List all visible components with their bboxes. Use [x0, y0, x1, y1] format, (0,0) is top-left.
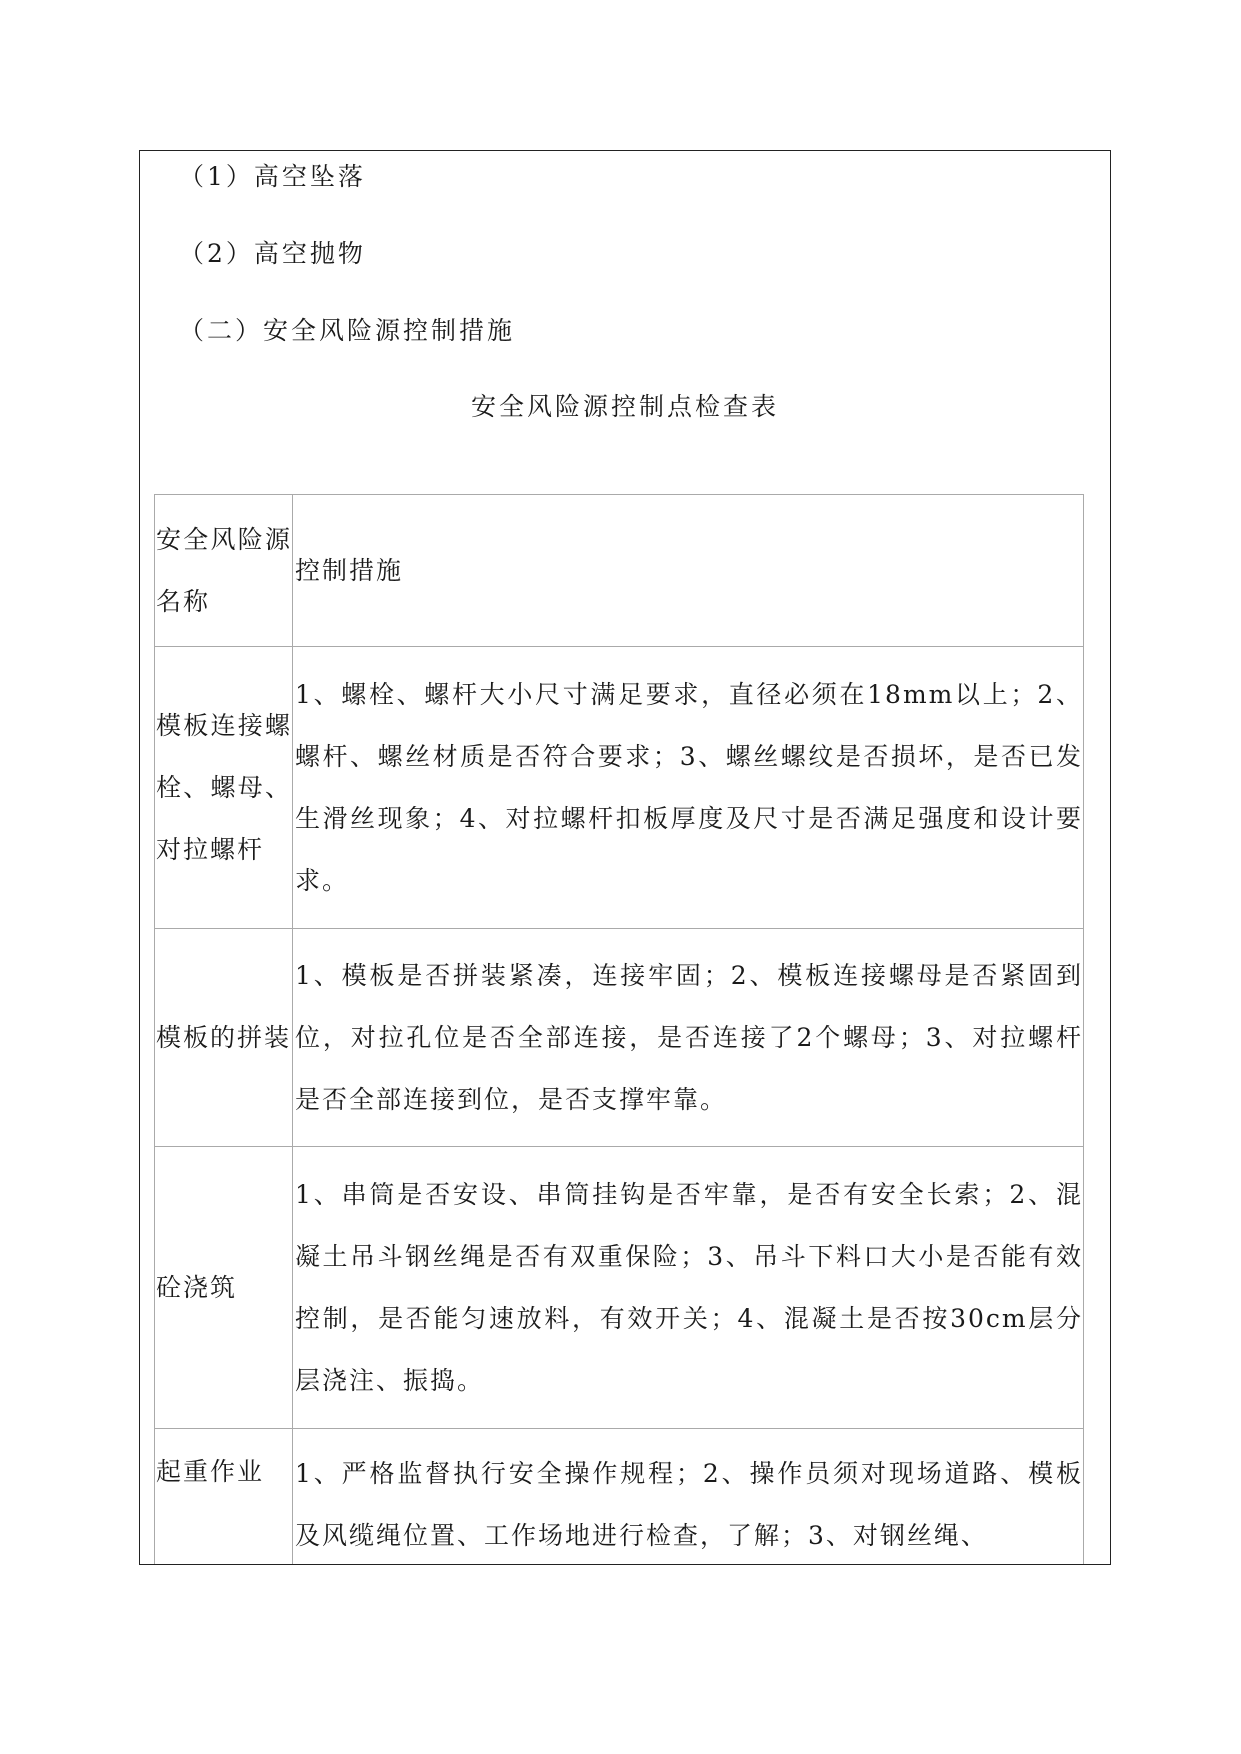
header-measures-cell [293, 495, 1084, 647]
table-header-row [155, 495, 1084, 647]
control-measures: 1、严格监督执行安全操作规程；2、操作员须对现场道路、模板及风缆绳位置、工作场地进行检查，了解；3、对钢丝绳、 [295, 1459, 1083, 1550]
risk-name-cell [155, 1429, 293, 1566]
risk-name: 砼浇筑 [156, 1272, 238, 1302]
table-row [155, 647, 1084, 929]
table-row [155, 929, 1084, 1147]
risk-name-cell [155, 1147, 293, 1429]
control-measures-cell [293, 647, 1084, 929]
risk-name: 起重作业 [156, 1457, 265, 1486]
risk-name: 模板连接螺栓、螺母、对拉螺杆 [156, 710, 292, 864]
control-measures: 1、串筒是否安设、串筒挂钩是否牢靠，是否有安全长索；2、混凝土吊斗钢丝绳是否有双重保险；3、吊斗下料口大小是否能有效控制，是否能匀速放料，有效开关；4、混凝土是否按30cm层分层浇注、振捣。 [295, 1179, 1083, 1395]
control-measures: 1、螺栓、螺杆大小尺寸满足要求，直径必须在18mm以上；2、螺杆、螺丝材质是否符合要求；3、螺丝螺纹是否损坏，是否已发生滑丝现象；4、对拉螺杆扣板厚度及尺寸是否满足强度和设计要求。 [295, 679, 1083, 895]
table-row [155, 1429, 1084, 1566]
hazard-item-1: （1）高空坠落 [179, 162, 366, 191]
control-measures-cell [293, 1429, 1084, 1566]
section-heading: （二）安全风险源控制措施 [179, 316, 516, 345]
document-frame [139, 150, 1111, 1565]
control-measures-cell [293, 1147, 1084, 1429]
header-name-label: 安全风险源名称 [156, 524, 292, 616]
page-bottom-rule [139, 1564, 1111, 1565]
table-row [155, 1147, 1084, 1429]
risk-name-cell [155, 929, 293, 1147]
risk-name-cell [155, 647, 293, 929]
risk-name: 模板的拼装 [156, 1022, 292, 1052]
header-name-cell [155, 495, 293, 647]
header-measures-label: 控制措施 [295, 555, 404, 585]
table-title: 安全风险源控制点检查表 [470, 392, 779, 421]
control-measures-cell [293, 929, 1084, 1147]
hazard-item-2: （2）高空抛物 [179, 239, 366, 268]
risk-control-table [154, 494, 1084, 1565]
control-measures: 1、模板是否拼装紧凑，连接牢固；2、模板连接螺母是否紧固到位，对拉孔位是否全部连接，是否连接了2个螺母；3、对拉螺杆是否全部连接到位，是否支撑牢靠。 [295, 960, 1083, 1114]
